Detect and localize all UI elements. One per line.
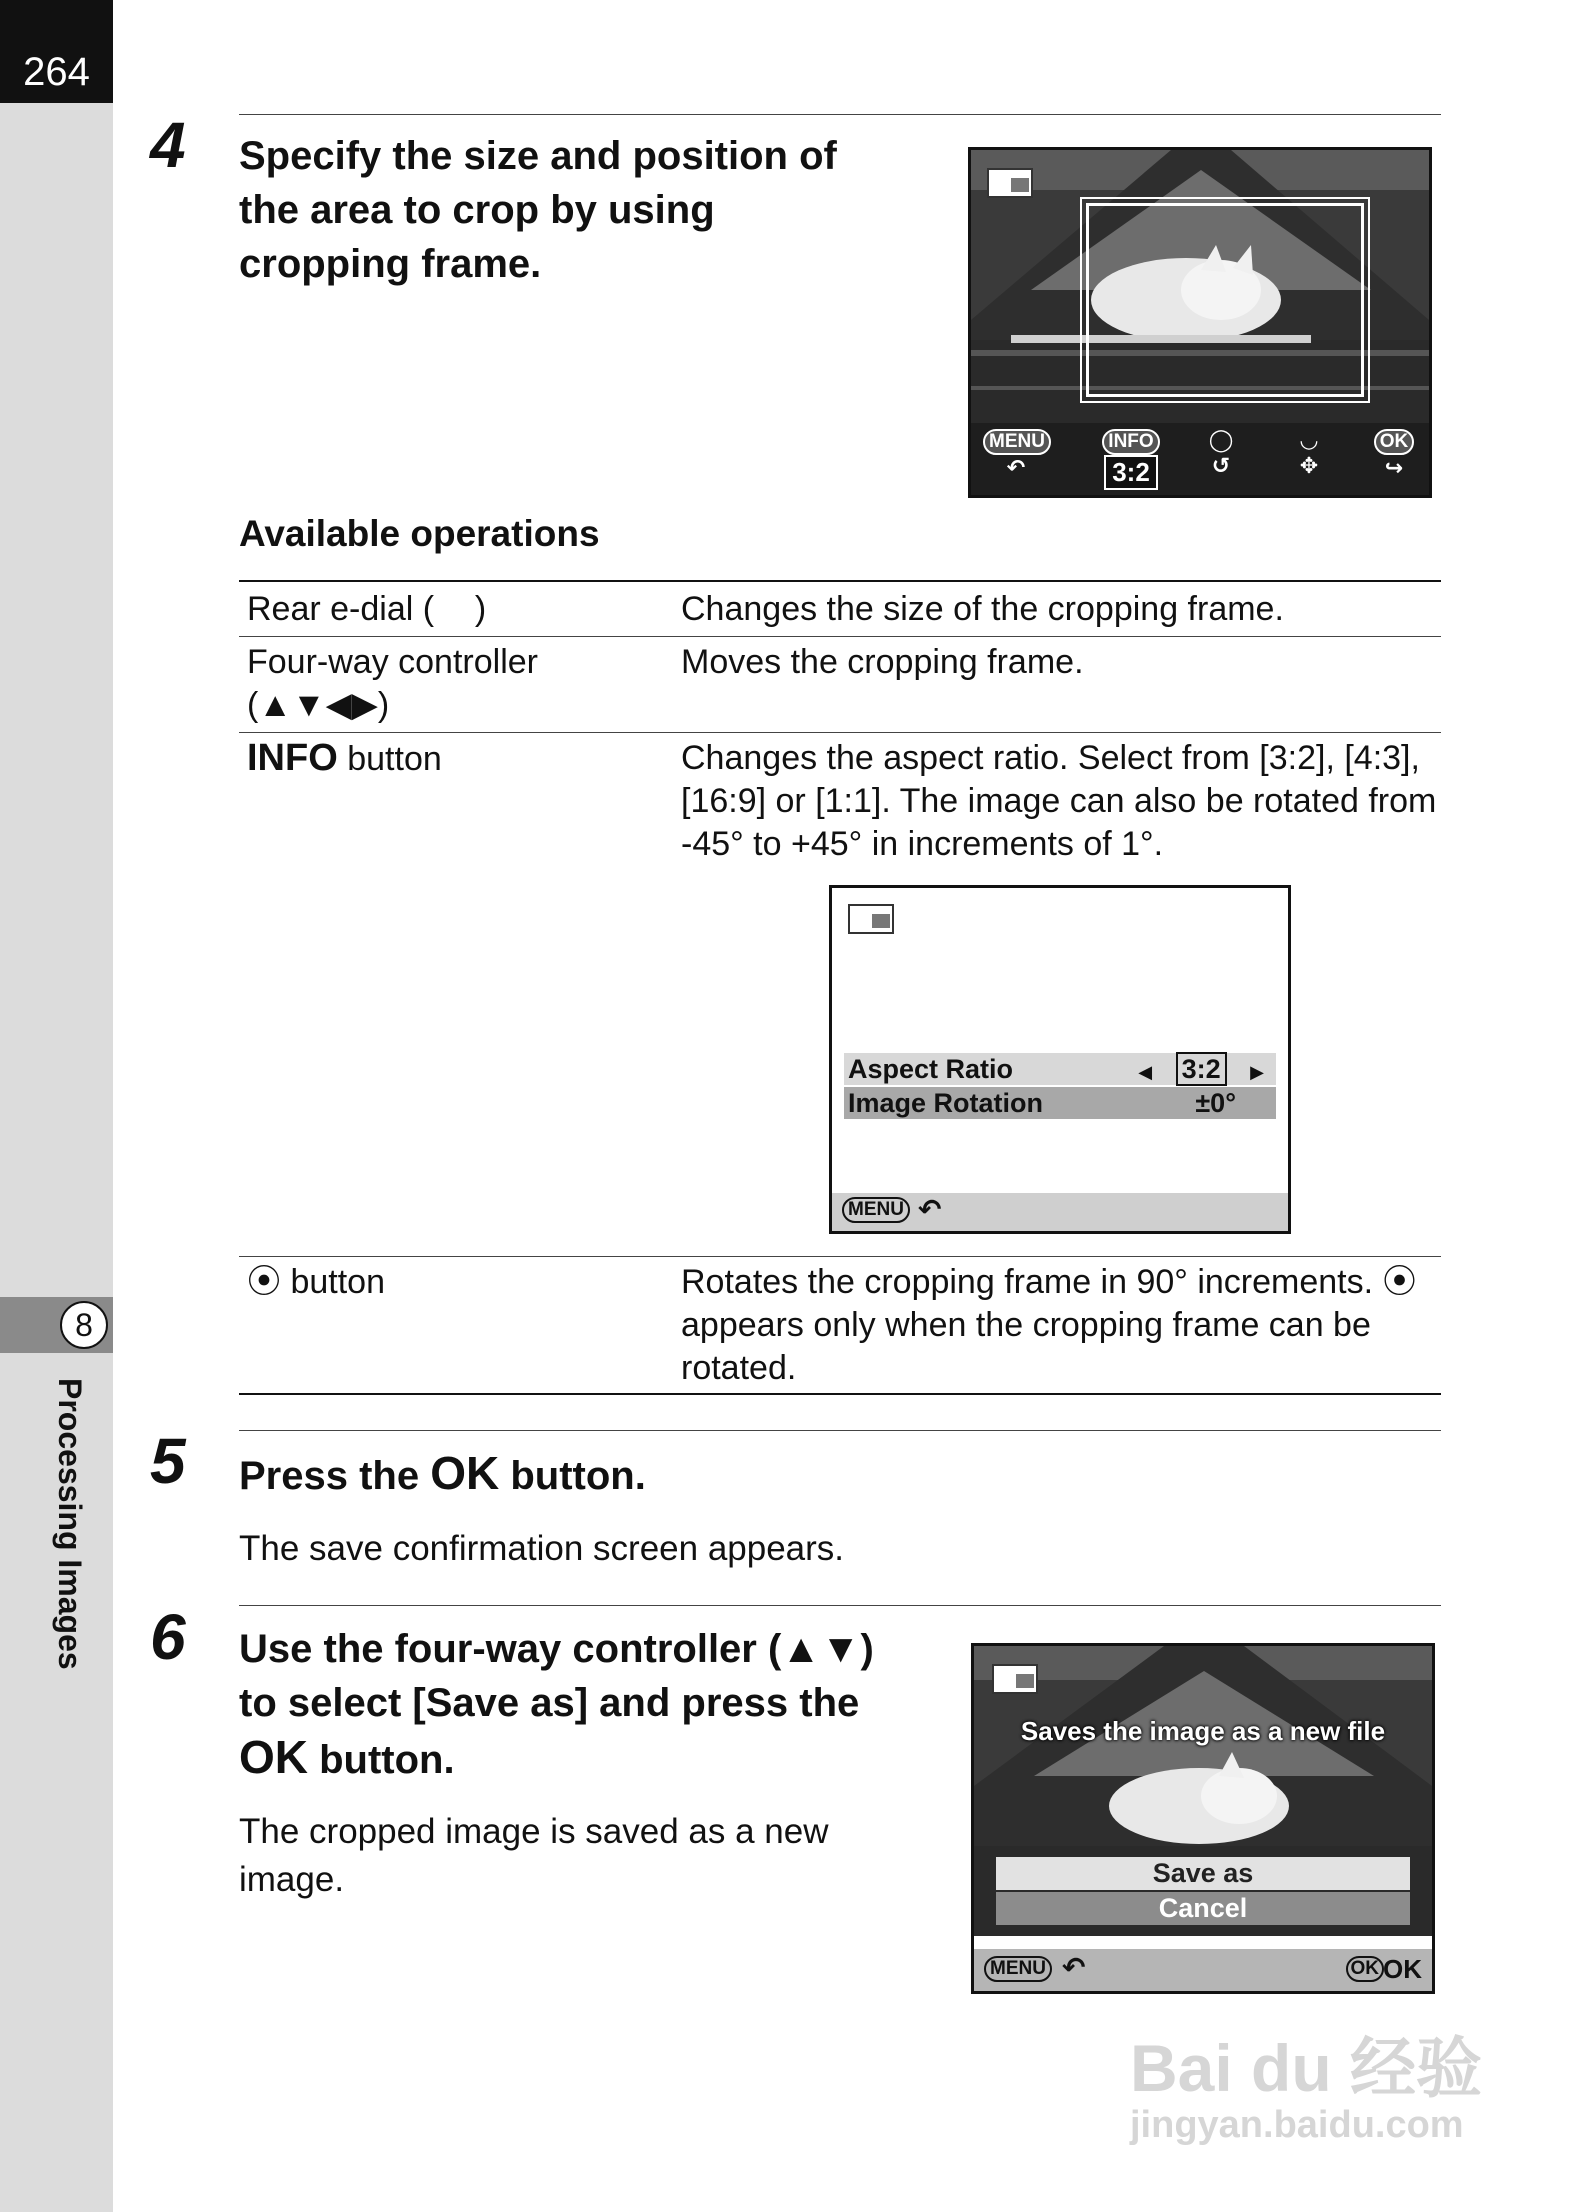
op-key: Four-way controller (▲▼◀▶): [247, 643, 538, 724]
menu-button-icon: MENU: [842, 1197, 910, 1223]
ok-indicator: [1369, 427, 1419, 481]
cropping-frame[interactable]: [1086, 203, 1364, 397]
step-5-body: The save confirmation screen appears.: [239, 1529, 845, 1568]
image-rotation-row[interactable]: Image Rotation ±0°: [844, 1087, 1276, 1119]
menu-back-indicator: [983, 427, 1049, 481]
option-save-as[interactable]: Save as: [996, 1857, 1410, 1890]
crop-screen: [968, 147, 1432, 498]
divider: [239, 1605, 1441, 1606]
menu-button-icon: MENU: [984, 1956, 1052, 1982]
op-desc: Rotates the cropping frame in 90° increments. ⦿ appears only when the cropping frame can be rotated.: [681, 1263, 1417, 1387]
step-5-number: 5: [150, 1425, 186, 1497]
divider: [239, 114, 1441, 115]
aspect-ratio-row[interactable]: Aspect Ratio ◀ 3:2 ▶: [844, 1053, 1276, 1085]
chapter-number: 8: [60, 1301, 108, 1349]
info-button-icon: INFO: [1102, 429, 1159, 455]
save-caption: Saves the image as a new file: [1020, 1716, 1386, 1746]
step-6-title: Use the four-way controller (▲▼) to select [Save as] and press the OK button.: [239, 1627, 874, 1783]
aspect-ratio-value: 3:2: [1104, 455, 1158, 490]
op-key: INFO button: [247, 737, 442, 779]
divider: [239, 1430, 1441, 1431]
page-number: 264: [0, 0, 113, 103]
step-4-title-line: the area to crop by using: [239, 188, 715, 232]
crop-screen-icon-bar: [971, 423, 1429, 495]
watermark-url: jingyan.baidu.com: [1130, 2104, 1464, 2146]
step-4-title-line: cropping frame.: [239, 242, 542, 286]
image-size-icon: [987, 168, 1033, 198]
step-6-number: 6: [150, 1601, 186, 1673]
step-4-number: 4: [150, 109, 186, 181]
rear-dial-icon: ◡: [1300, 427, 1318, 452]
right-arrow-icon: ▶: [1250, 1062, 1264, 1082]
info-ratio-indicator: [1096, 427, 1166, 490]
back-arrow-icon: ↶: [1006, 455, 1026, 480]
back-arrow-icon: ↶: [918, 1194, 942, 1225]
op-desc: Moves the cropping frame.: [681, 643, 1084, 681]
op-key: Rear e-dial ( ): [247, 589, 487, 628]
back-arrow-icon: ↶: [1062, 1952, 1086, 1983]
sidebar: [0, 0, 113, 2212]
four-way-arrows-icon: ✥: [1299, 453, 1319, 478]
chapter-label: Processing Images: [52, 1378, 88, 1670]
image-size-icon: [992, 1664, 1038, 1694]
info-screen-footer: [832, 1193, 1288, 1231]
step-4-title-line: Specify the size and position of: [239, 134, 837, 178]
left-arrow-icon: ◀: [1138, 1062, 1153, 1082]
ok-button-icon: OK: [1346, 1956, 1385, 1982]
execute-icon: ↪: [1384, 455, 1404, 480]
step-4-title: [239, 129, 837, 291]
image-size-icon: [848, 904, 894, 934]
save-screen: [971, 1643, 1435, 1994]
rotate-icon: ↺: [1211, 453, 1231, 478]
ok-text: OK: [1383, 1954, 1422, 1984]
move-indicator: [1281, 427, 1337, 479]
watermark-logo: Bai du 经验: [1130, 2031, 1483, 2105]
available-operations-heading: Available operations: [239, 513, 600, 554]
save-screen-footer: [974, 1949, 1432, 1991]
op-key: ⦿ button: [247, 1263, 385, 1301]
aspect-ratio-value: 3:2: [1176, 1052, 1227, 1086]
option-cancel[interactable]: Cancel: [996, 1892, 1410, 1925]
menu-button-icon: MENU: [983, 429, 1051, 455]
table-row: [239, 1257, 1441, 1395]
rotation-value: ±0°: [1195, 1088, 1236, 1118]
info-screen: [829, 885, 1291, 1234]
op-desc: Changes the size of the cropping frame.: [681, 589, 1284, 628]
ok-glyph: OK: [430, 1447, 500, 1499]
table-row: [239, 580, 1441, 637]
step-5-title: Press the OK button.: [239, 1447, 646, 1499]
ok-glyph: OK: [239, 1731, 308, 1783]
green-button-icon: ◯: [1208, 427, 1234, 452]
op-desc: Changes the aspect ratio. Select from [3:2], [4:3], [16:9] or [1:1]. The image can also be rotated from -45° to +45° in increments of 1°.: [681, 739, 1437, 863]
table-row: [239, 637, 1441, 733]
rotate-indicator: [1201, 427, 1241, 479]
step-6-body: The cropped image is saved as a new image.: [239, 1812, 829, 1899]
ok-button-icon: OK: [1374, 429, 1415, 455]
